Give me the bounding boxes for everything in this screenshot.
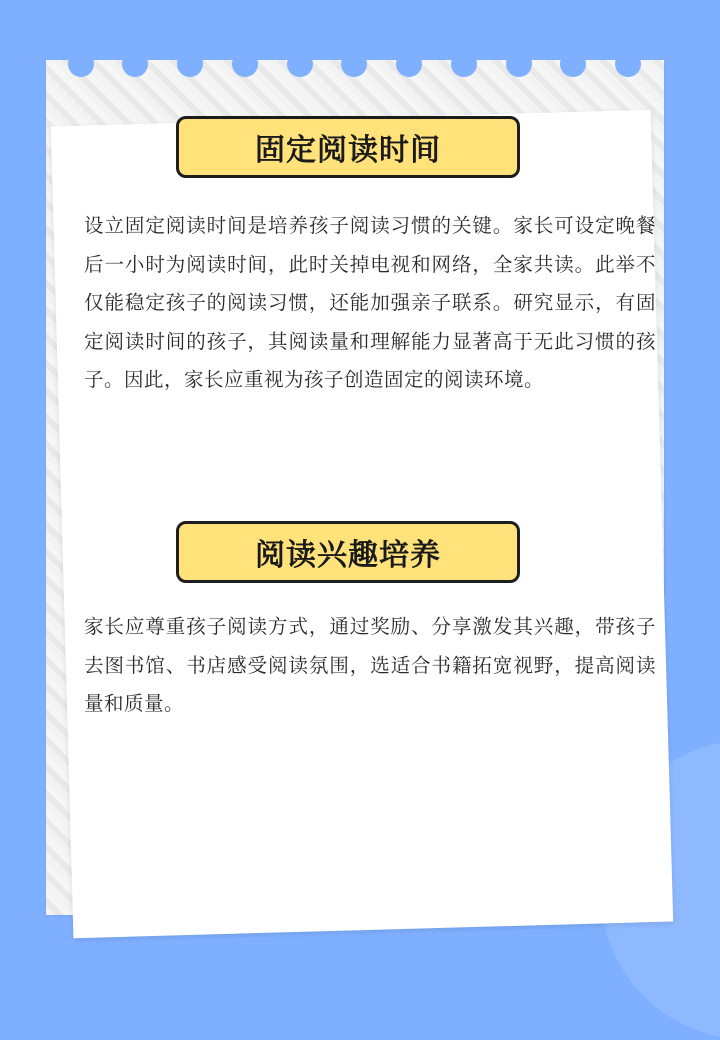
punch-hole [341, 51, 367, 77]
section-title-text: 固定阅读时间 [255, 133, 441, 168]
punch-hole [68, 51, 94, 77]
punch-hole [396, 51, 422, 77]
punch-hole [615, 51, 641, 77]
section-title-reading-interest [176, 521, 520, 583]
punch-hole [177, 51, 203, 77]
punch-hole [122, 51, 148, 77]
section-title-text: 阅读兴趣培养 [255, 538, 441, 573]
punch-hole [506, 51, 532, 77]
section-body-reading-interest: 家长应尊重孩子阅读方式，通过奖励、分享激发其兴趣，带孩子去图书馆、书店感受阅读氛围，选适合书籍拓宽视野，提高阅读量和质量。 [84, 615, 656, 715]
punch-hole [560, 51, 586, 77]
punch-hole [287, 51, 313, 77]
section-body-fixed-reading-time: 设立固定阅读时间是培养孩子阅读习惯的关键。家长可设定晚餐后一小时为阅读时间，此时关掉电视和网络，全家共读。此举不仅能稳定孩子的阅读习惯，还能加强亲子联系。研究显示，有固定阅读时间的孩子，其阅读量和理解能力显著高于无此习惯的孩子。因此，家长应重视为孩子创造固定的阅读环境。 [84, 214, 656, 391]
punch-hole [451, 51, 477, 77]
section-title-fixed-reading-time [176, 116, 520, 178]
punch-hole [232, 51, 258, 77]
